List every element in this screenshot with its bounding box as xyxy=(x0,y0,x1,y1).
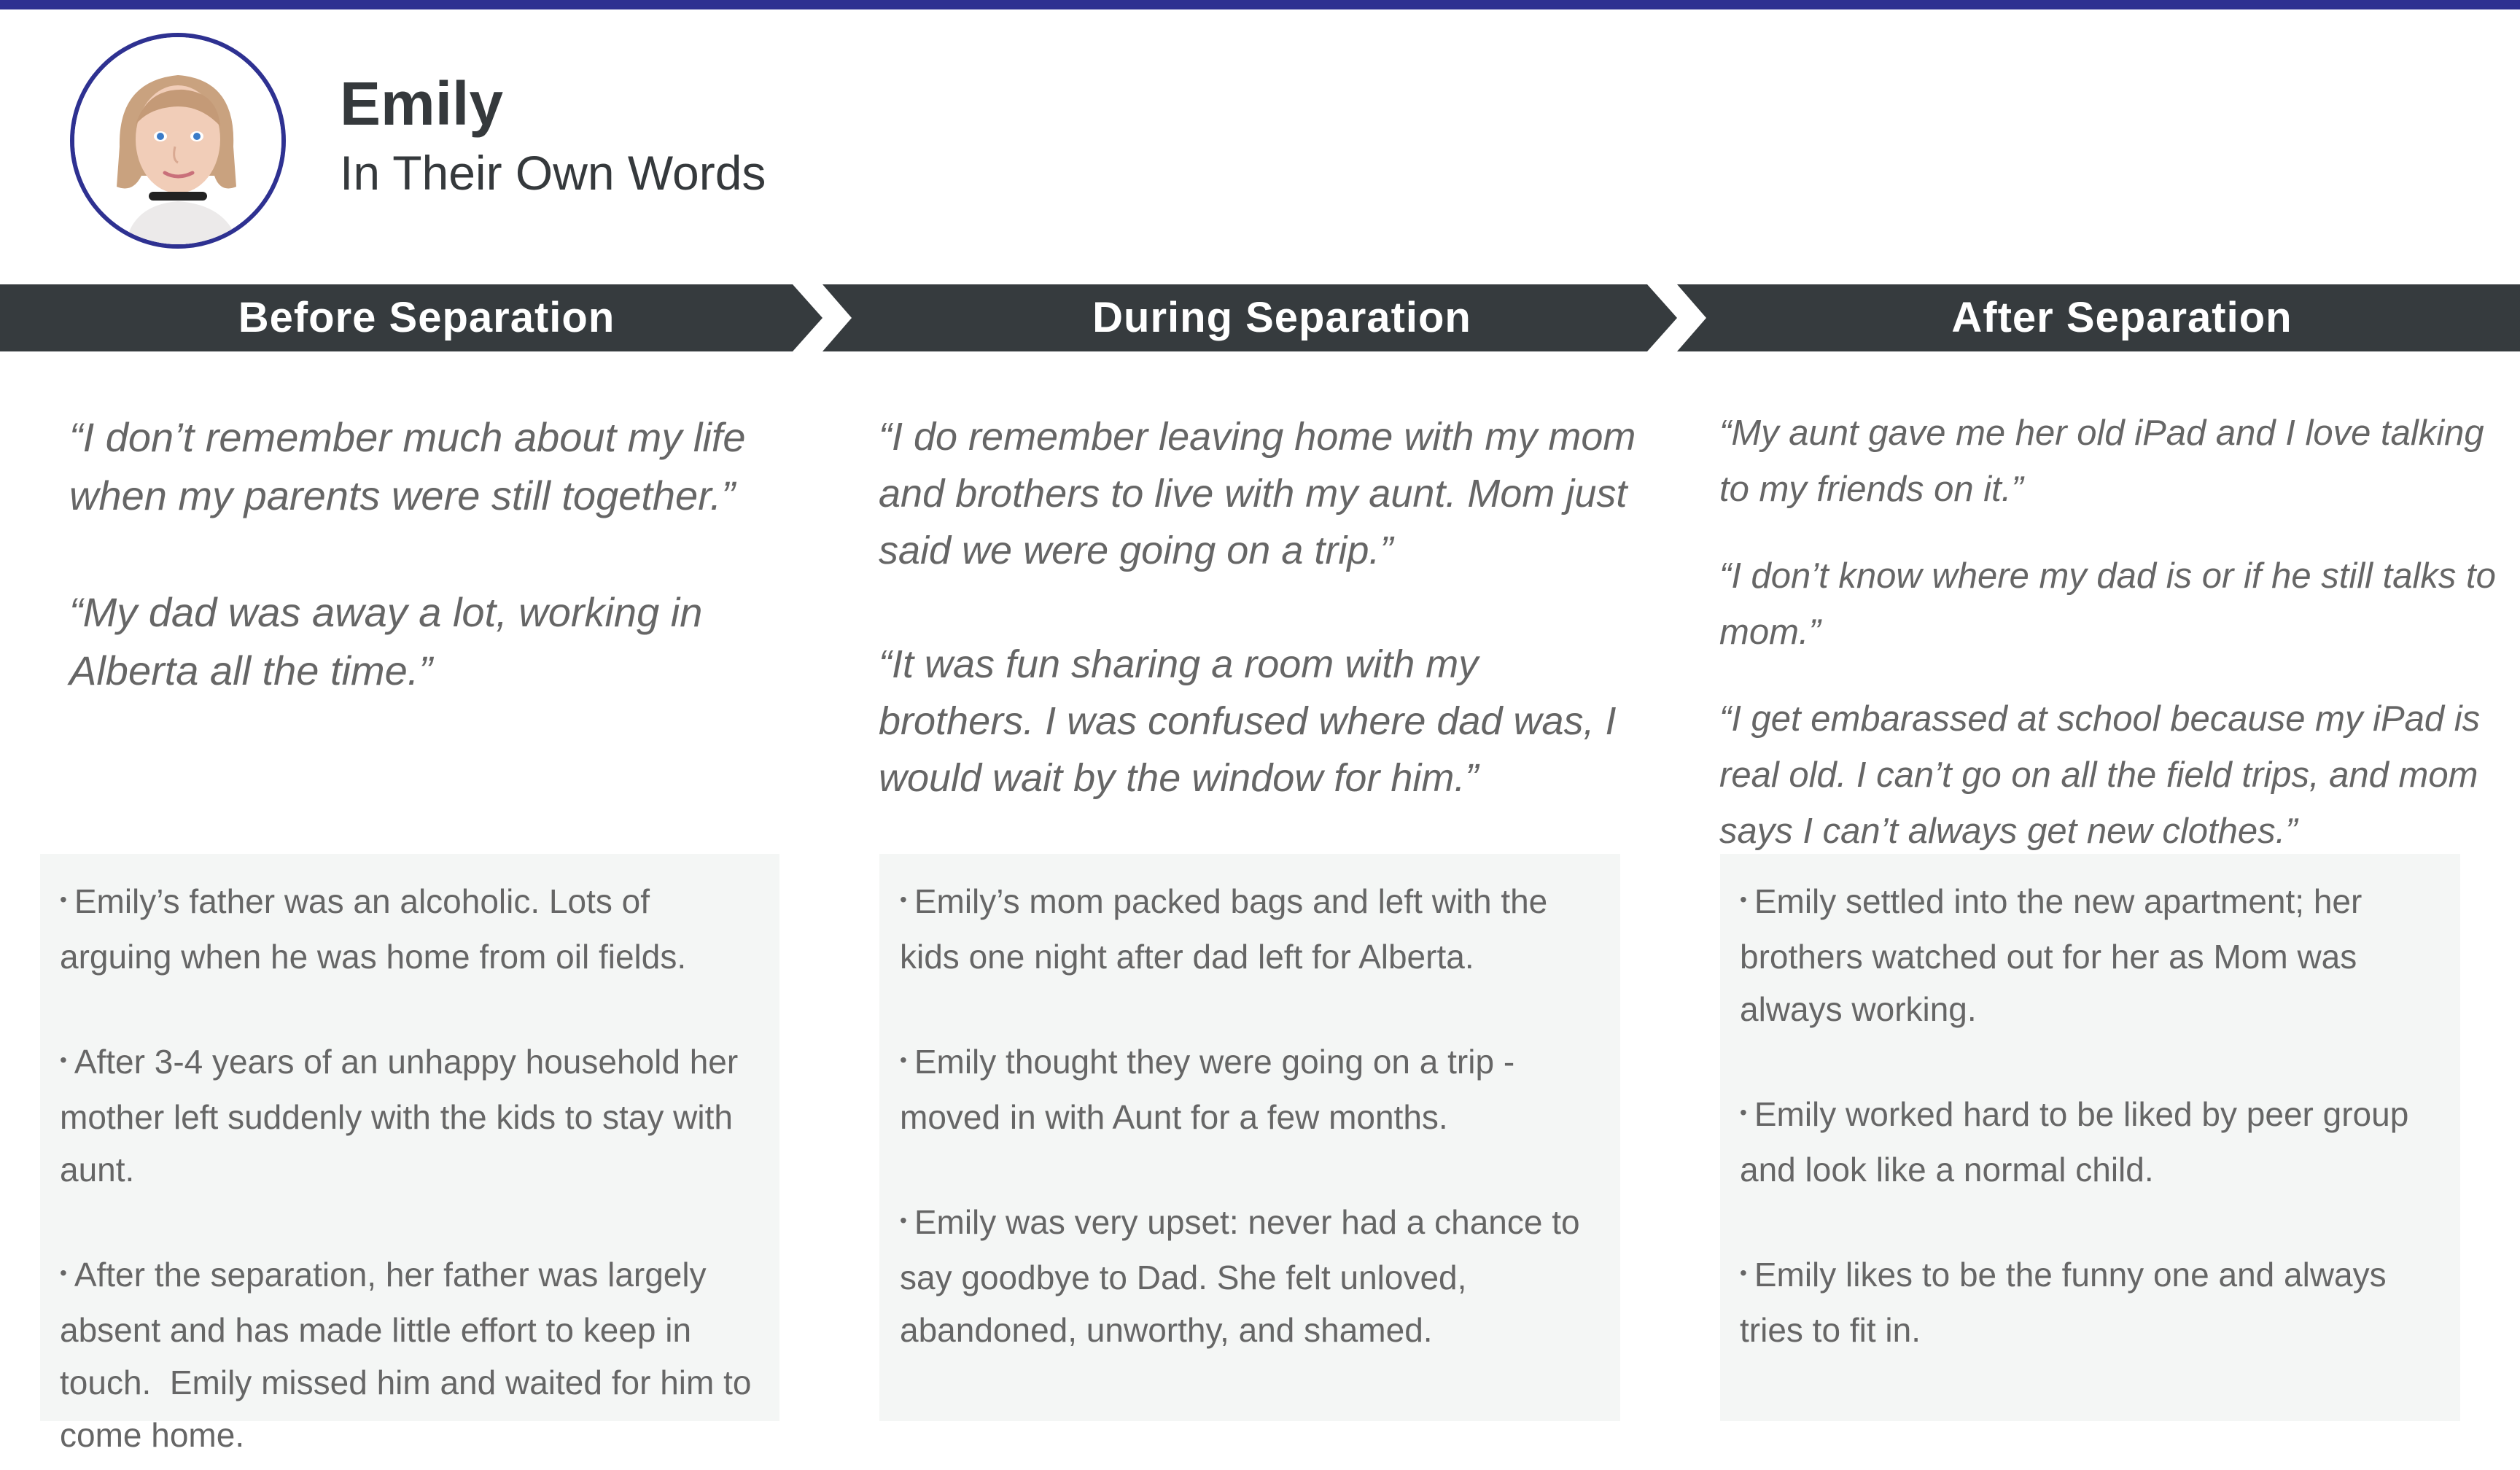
bullet-icon: • xyxy=(60,887,67,911)
facts-during xyxy=(900,875,1600,1356)
quote: “It was fun sharing a room with my brothers. I was confused where dad was, I would wait by the window for him.” xyxy=(879,642,1617,800)
bullet-icon: • xyxy=(60,1261,67,1284)
facts-before xyxy=(60,875,760,1461)
child-portrait-icon xyxy=(74,37,281,244)
quote: “I don’t know where my dad is or if he still talks to mom.” xyxy=(1719,556,2496,652)
list-item: • After the separation, her father was largely absent and has made little effort to keep in touch. Emily missed him and waited for him to come home. xyxy=(60,1255,761,1454)
phase-label-during: During Separation xyxy=(1092,294,1471,341)
phase-label-after: After Separation xyxy=(1951,294,2292,341)
bullet-icon: • xyxy=(900,1048,907,1071)
bullet-icon: • xyxy=(1740,887,1747,911)
bullet-icon: • xyxy=(1740,1100,1747,1124)
bullet-icon: • xyxy=(900,887,907,911)
quotes-during xyxy=(879,408,1637,806)
list-item: • Emily worked hard to be liked by peer group and look like a normal child. xyxy=(1740,1094,2409,1189)
bullet-icon: • xyxy=(1740,1261,1747,1284)
quote: “My dad was away a lot, working in Alberta all the time.” xyxy=(69,589,703,693)
quote: “I get embarassed at school because my iPad is real old. I can’t go on all the field trips, and mom says I can’t always get new clothes.” xyxy=(1719,699,2481,851)
quote: “I do remember leaving home with my mom and brothers to live with my aunt. Mom just said we were going on a trip.” xyxy=(879,415,1636,572)
list-item: • Emily’s mom packed bags and left with the kids one night after dad left for Alberta. xyxy=(900,882,1548,976)
phase-band xyxy=(0,284,2520,351)
avatar xyxy=(70,33,286,249)
persona-name: Emily xyxy=(340,69,504,138)
list-item: • Emily’s father was an alcoholic. Lots of arguing when he was home from oil fields. xyxy=(60,882,687,976)
facts-after xyxy=(1740,875,2447,1356)
list-item: • Emily likes to be the funny one and always tries to fit in. xyxy=(1740,1255,2387,1349)
persona-subtitle: In Their Own Words xyxy=(340,146,766,200)
bullet-icon: • xyxy=(60,1048,67,1071)
quote: “I don’t remember much about my life when my parents were still together.” xyxy=(69,414,746,518)
top-accent-bar xyxy=(0,0,2520,9)
list-item: • After 3-4 years of an unhappy household her mother left suddenly with the kids to stay with aunt. xyxy=(60,1042,739,1189)
list-item: • Emily was very upset: never had a chance to say goodbye to Dad. She felt unloved, abandoned, unworthy, and shamed. xyxy=(900,1202,1580,1349)
list-item: • Emily settled into the new apartment; her brothers watched out for her as Mom was always working. xyxy=(1740,882,2362,1028)
phase-label-before: Before Separation xyxy=(238,294,615,341)
list-item: • Emily thought they were going on a trip - moved in with Aunt for a few months. xyxy=(900,1042,1515,1136)
quote: “My aunt gave me her old iPad and I love talking to my friends on it.” xyxy=(1719,413,2484,509)
quotes-before xyxy=(69,408,784,700)
bullet-icon: • xyxy=(900,1208,907,1232)
quotes-after xyxy=(1719,405,2514,860)
